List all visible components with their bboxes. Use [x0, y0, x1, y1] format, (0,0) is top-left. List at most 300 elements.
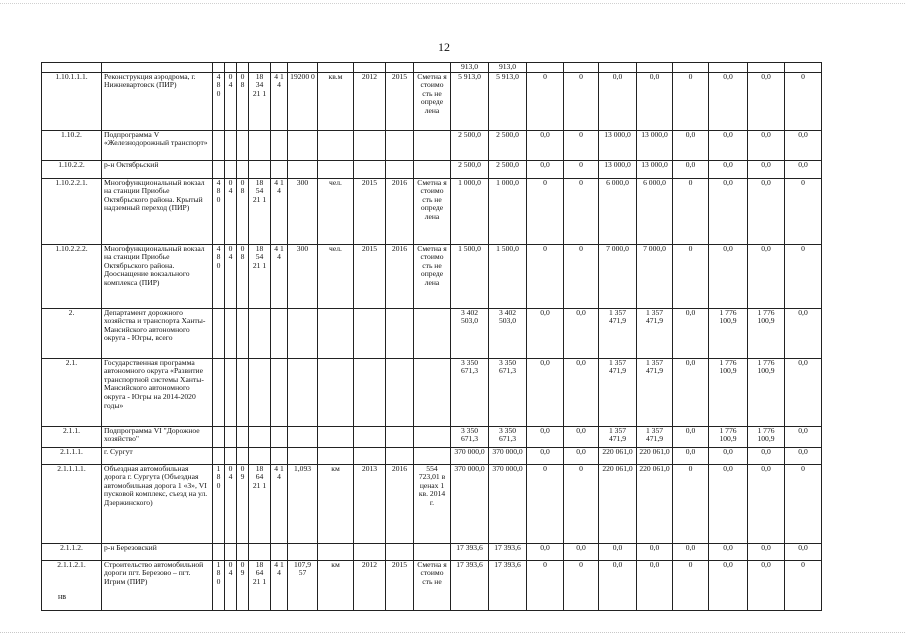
table-cell	[225, 426, 237, 447]
table-cell: 0 4	[225, 464, 237, 543]
table-row	[42, 178, 822, 244]
table-cell: 18 34 21 1	[249, 72, 271, 130]
table-cell: 220 061,0	[637, 464, 673, 543]
table-cell	[414, 358, 451, 426]
table-cell: 0	[527, 244, 564, 308]
table-cell: 2015	[354, 244, 386, 308]
table-cell: 13 000,0	[599, 160, 637, 178]
table-row	[42, 358, 822, 426]
table-cell: 4 1 4	[271, 464, 288, 543]
table-cell: 913,0	[489, 63, 527, 73]
table-cell: 1 357 471,9	[599, 426, 637, 447]
table-cell: 2 500,0	[451, 160, 489, 178]
table-cell: 0,0	[748, 560, 785, 610]
table-cell: 0,0	[564, 543, 599, 560]
table-cell: 1 357 471,9	[599, 308, 637, 358]
footer-note: нв	[58, 592, 67, 601]
table-cell	[271, 543, 288, 560]
row-number-cell: 1.10.2.2.2.	[42, 244, 102, 308]
table-cell: Сметна я стоимо сть не опреде лена	[414, 178, 451, 244]
table-cell	[414, 447, 451, 464]
table-cell: 0	[564, 72, 599, 130]
table-cell: 17 393,6	[451, 543, 489, 560]
table-cell	[637, 63, 673, 73]
table-cell: 3 350 671,3	[451, 358, 489, 426]
row-number-cell: 1.10.2.2.	[42, 160, 102, 178]
table-cell: 3 402 503,0	[489, 308, 527, 358]
object-name-cell: Многофункциональный вокзал на станции Приобье Октябрьского района. Крытый надземный переход (ПИР)	[102, 178, 213, 244]
table-cell: 0	[564, 244, 599, 308]
table-cell: 3 350 671,3	[451, 426, 489, 447]
table-cell	[414, 160, 451, 178]
row-number-cell: 1.10.2.	[42, 130, 102, 160]
table-cell	[318, 543, 354, 560]
object-name-cell: Реконструкция аэродрома, г. Нижневартовск (ПИР)	[102, 72, 213, 130]
table-cell: 0,0	[785, 160, 822, 178]
table-row	[42, 72, 822, 130]
table-cell	[709, 63, 748, 73]
table-cell	[213, 63, 225, 73]
table-cell: 3 350 671,3	[489, 426, 527, 447]
table-cell: 0,0	[673, 308, 709, 358]
table-cell: 2016	[386, 244, 414, 308]
table-cell: 0,0	[748, 72, 785, 130]
table-cell: 0 4	[225, 178, 237, 244]
table-cell: 0,0	[748, 160, 785, 178]
table-cell	[386, 308, 414, 358]
table-cell: 0,0	[564, 358, 599, 426]
table-row	[42, 160, 822, 178]
table-cell: 1 8 0	[213, 560, 225, 610]
table-cell	[288, 130, 318, 160]
table-cell: 0,0	[637, 72, 673, 130]
table-cell	[318, 447, 354, 464]
table-cell	[288, 447, 318, 464]
table-cell	[213, 130, 225, 160]
table-cell: 5 913,0	[489, 72, 527, 130]
table-cell: 0 9	[237, 464, 249, 543]
table-cell: чел.	[318, 244, 354, 308]
table-cell: 1 776 100,9	[748, 358, 785, 426]
object-name-cell: Подпрограмма V «Железнодорожный транспорт»	[102, 130, 213, 160]
row-number-cell: 1.10.1.1.1.	[42, 72, 102, 130]
table-cell	[237, 358, 249, 426]
table-cell	[386, 447, 414, 464]
table-cell: 107,9 57	[288, 560, 318, 610]
table-cell: 13 000,0	[599, 130, 637, 160]
table-cell: 0,0	[748, 130, 785, 160]
row-number-cell: 2.1.1.	[42, 426, 102, 447]
table-row	[42, 130, 822, 160]
table-cell: 7 000,0	[637, 244, 673, 308]
table-cell: 4 8 0	[213, 72, 225, 130]
table-cell: кв.м	[318, 72, 354, 130]
table-cell	[225, 130, 237, 160]
table-cell	[271, 447, 288, 464]
table-cell	[288, 543, 318, 560]
table-cell: 0,0	[709, 464, 748, 543]
table-cell: 3 402 503,0	[451, 308, 489, 358]
table-cell: 0,0	[673, 130, 709, 160]
table-cell: км	[318, 560, 354, 610]
table-cell: 2013	[354, 464, 386, 543]
table-cell: 1 776 100,9	[709, 426, 748, 447]
table-cell	[414, 543, 451, 560]
table-cell: 2012	[354, 72, 386, 130]
table-cell: 0	[785, 72, 822, 130]
table-cell	[213, 358, 225, 426]
table-cell: 0 8	[237, 178, 249, 244]
table-row	[42, 308, 822, 358]
table-cell: 0	[785, 464, 822, 543]
table-cell: 300	[288, 244, 318, 308]
table-cell: 0,0	[673, 447, 709, 464]
table-cell: 0	[673, 72, 709, 130]
table-cell	[213, 447, 225, 464]
table-cell	[527, 63, 564, 73]
table-cell: 1 357 471,9	[599, 358, 637, 426]
table-cell	[288, 63, 318, 73]
table-cell: 0	[527, 560, 564, 610]
object-name-cell: Подпрограмма VI "Дорожное хозяйство"	[102, 426, 213, 447]
table-cell	[354, 426, 386, 447]
table-cell	[386, 130, 414, 160]
table-cell: 1,093	[288, 464, 318, 543]
table-cell: 2016	[386, 178, 414, 244]
table-cell	[249, 543, 271, 560]
table-cell: 0,0	[527, 358, 564, 426]
table-cell	[318, 308, 354, 358]
table-cell: 0,0	[709, 130, 748, 160]
table-cell: 0,0	[785, 308, 822, 358]
table-cell: 1 000,0	[489, 178, 527, 244]
table-cell: 370 000,0	[489, 464, 527, 543]
table-cell: 0,0	[673, 160, 709, 178]
table-cell: 18 64 21 1	[249, 560, 271, 610]
table-cell: 0	[564, 178, 599, 244]
table-cell	[318, 358, 354, 426]
table-cell	[249, 426, 271, 447]
table-cell: 13 000,0	[637, 160, 673, 178]
table-cell: 0,0	[748, 543, 785, 560]
table-cell	[249, 160, 271, 178]
table-cell: 17 393,6	[489, 543, 527, 560]
object-name-cell: Строительство автомобильной дороги пгт. Березово – пгт. Игрим (ПИР)	[102, 560, 213, 610]
table-cell: 0,0	[748, 178, 785, 244]
table-cell: 0 8	[237, 72, 249, 130]
table-cell: 2015	[354, 178, 386, 244]
table-cell: 0	[527, 464, 564, 543]
table-cell: 0,0	[527, 308, 564, 358]
object-name-cell: Объездная автомобильная дорога г. Сургута (Объездная автомобильная дорога 1 «З», VI пусковой комплекс, съезд на ул. Дзержинского)	[102, 464, 213, 543]
table-cell: 0,0	[637, 560, 673, 610]
table-cell	[785, 63, 822, 73]
table-cell	[414, 426, 451, 447]
table-cell	[386, 426, 414, 447]
table-cell: 18 54 21 1	[249, 244, 271, 308]
table-cell: 0	[673, 560, 709, 610]
table-cell: 0,0	[785, 130, 822, 160]
table-cell: 220 061,0	[599, 447, 637, 464]
table-cell: 1 500,0	[451, 244, 489, 308]
table-cell	[271, 308, 288, 358]
table-cell: 0,0	[564, 426, 599, 447]
table-cell: Сметна я стоимо сть не опреде лена	[414, 244, 451, 308]
table-cell	[386, 160, 414, 178]
table-cell: 0 4	[225, 560, 237, 610]
object-name-cell: р-н Октябрьский	[102, 160, 213, 178]
table-cell: 0,0	[527, 543, 564, 560]
table-cell	[414, 130, 451, 160]
table-cell: 1 8 0	[213, 464, 225, 543]
table-cell: 0,0	[599, 543, 637, 560]
scan-edge-bottom	[0, 632, 905, 633]
table-cell	[288, 308, 318, 358]
table-cell	[237, 447, 249, 464]
table-cell: 220 061,0	[599, 464, 637, 543]
table-cell	[748, 63, 785, 73]
table-row	[42, 560, 822, 610]
table-cell: 1 357 471,9	[637, 426, 673, 447]
table-cell	[386, 63, 414, 73]
table-cell: 0,0	[748, 464, 785, 543]
table-cell: 0,0	[599, 72, 637, 130]
table-cell: 0 4	[225, 244, 237, 308]
table-cell: 0,0	[709, 72, 748, 130]
table-cell: 0,0	[637, 543, 673, 560]
table-cell: 6 000,0	[637, 178, 673, 244]
table-cell: 6 000,0	[599, 178, 637, 244]
table-cell: 0,0	[709, 560, 748, 610]
table-cell: 913,0	[451, 63, 489, 73]
table-cell: 2015	[386, 72, 414, 130]
table-cell: 2 500,0	[451, 130, 489, 160]
table-cell: 0,0	[785, 447, 822, 464]
table-cell: 0	[527, 178, 564, 244]
table-cell: 0,0	[673, 426, 709, 447]
table-row	[42, 63, 822, 73]
table-cell	[318, 426, 354, 447]
table-cell: 2015	[386, 560, 414, 610]
table-row	[42, 447, 822, 464]
table-cell	[354, 543, 386, 560]
table-cell: 0	[564, 560, 599, 610]
table-cell: 0,0	[709, 447, 748, 464]
table-cell	[237, 308, 249, 358]
row-number-cell: 2.	[42, 308, 102, 358]
table-cell: 1 357 471,9	[637, 358, 673, 426]
table-cell: 4 1 4	[271, 178, 288, 244]
table-cell: 0,0	[564, 447, 599, 464]
table-cell	[213, 426, 225, 447]
table-cell: 0	[785, 178, 822, 244]
table-cell: 4 1 4	[271, 72, 288, 130]
table-cell: 370 000,0	[489, 447, 527, 464]
table-cell	[237, 130, 249, 160]
table-cell	[673, 63, 709, 73]
table-cell	[225, 358, 237, 426]
table-cell: 18 54 21 1	[249, 178, 271, 244]
table-cell: 1 000,0	[451, 178, 489, 244]
table-cell: 1 776 100,9	[709, 308, 748, 358]
table-cell	[288, 426, 318, 447]
table-cell: 4 8 0	[213, 244, 225, 308]
table-cell	[225, 308, 237, 358]
budget-table	[41, 62, 822, 611]
object-name-cell: Многофункциональный вокзал на станции Приобье Октябрьского района. Дооснащение вокзального комплекса (ПИР)	[102, 244, 213, 308]
table-cell: 17 393,6	[489, 560, 527, 610]
table-cell	[237, 426, 249, 447]
table-cell: 0	[673, 244, 709, 308]
table-cell: 0,0	[748, 244, 785, 308]
table-cell	[288, 358, 318, 426]
object-name-cell: Департамент дорожного хозяйства и транспорта Ханты-Мансийского автономного округа - Югры, всего	[102, 308, 213, 358]
table-cell	[249, 447, 271, 464]
table-cell: 0,0	[673, 358, 709, 426]
table-cell	[213, 308, 225, 358]
table-cell: 0,0	[564, 308, 599, 358]
table-cell: 0	[527, 72, 564, 130]
table-cell: 18 64 21 1	[249, 464, 271, 543]
table-cell: 220 061,0	[637, 447, 673, 464]
row-number-cell: 2.1.1.1.1.	[42, 464, 102, 543]
table-cell: 0	[673, 178, 709, 244]
table-cell: 0,0	[709, 178, 748, 244]
object-name-cell: Государственная программа автономного округа «Развитие транспортной системы Ханты-Мансийского автономного округа - Югры на 2014-2020 годы»	[102, 358, 213, 426]
table-cell	[271, 160, 288, 178]
table-cell	[414, 63, 451, 73]
table-cell: 0,0	[527, 426, 564, 447]
table-cell: 0 8	[237, 244, 249, 308]
table-cell	[354, 63, 386, 73]
table-cell: Сметна я стоимо сть не опреде лена	[414, 72, 451, 130]
table-cell: 0	[785, 244, 822, 308]
table-cell	[225, 160, 237, 178]
table-cell: 370 000,0	[451, 447, 489, 464]
table-cell	[318, 63, 354, 73]
table-cell: 1 776 100,9	[748, 308, 785, 358]
table-cell: 2 500,0	[489, 130, 527, 160]
row-number-cell: 1.10.2.2.1.	[42, 178, 102, 244]
table-cell	[288, 160, 318, 178]
table-cell: 0 4	[225, 72, 237, 130]
table-cell: 2012	[354, 560, 386, 610]
table-cell	[271, 358, 288, 426]
table-cell: 0	[564, 130, 599, 160]
scan-edge-top	[0, 3, 905, 4]
table-cell: 370 000,0	[451, 464, 489, 543]
table-cell: 0	[785, 560, 822, 610]
table-cell: 4 1 4	[271, 560, 288, 610]
table-cell: 0,0	[527, 130, 564, 160]
table-cell	[354, 447, 386, 464]
table-cell: км	[318, 464, 354, 543]
table-cell	[354, 130, 386, 160]
table-cell: 0	[564, 464, 599, 543]
table-cell	[237, 543, 249, 560]
table-cell: 0,0	[527, 160, 564, 178]
table-cell	[599, 63, 637, 73]
table-cell	[386, 543, 414, 560]
table-cell	[249, 358, 271, 426]
table-cell	[354, 160, 386, 178]
table-cell: 1 357 471,9	[637, 308, 673, 358]
table-cell	[354, 358, 386, 426]
table-cell: 4 8 0	[213, 178, 225, 244]
table-cell: 0 9	[237, 560, 249, 610]
table-cell: 0	[564, 160, 599, 178]
row-number-cell: 2.1.1.1.	[42, 447, 102, 464]
table-cell: 1 776 100,9	[748, 426, 785, 447]
table-cell	[249, 130, 271, 160]
table-cell: 0,0	[599, 560, 637, 610]
table-cell: 0,0	[709, 543, 748, 560]
row-number-cell: 2.1.	[42, 358, 102, 426]
table-cell: 0,0	[527, 447, 564, 464]
table-cell: 0	[673, 464, 709, 543]
table-cell	[237, 160, 249, 178]
table-cell	[225, 63, 237, 73]
table-cell: 300	[288, 178, 318, 244]
table-cell	[271, 426, 288, 447]
table-cell	[354, 308, 386, 358]
row-number-cell: 2.1.1.2.1.	[42, 560, 102, 610]
table-cell	[271, 130, 288, 160]
object-name-cell: г. Сургут	[102, 447, 213, 464]
table-cell	[225, 543, 237, 560]
page-number: 12	[438, 40, 450, 54]
table-cell: 0,0	[748, 447, 785, 464]
table-cell: 0,0	[709, 244, 748, 308]
table-cell	[213, 543, 225, 560]
table-row	[42, 426, 822, 447]
table-cell: 5 913,0	[451, 72, 489, 130]
row-number-cell: 2.1.1.2.	[42, 543, 102, 560]
table-cell: 0,0	[709, 160, 748, 178]
table-cell	[386, 358, 414, 426]
table-cell: 19200 0	[288, 72, 318, 130]
table-cell: 0,0	[785, 358, 822, 426]
table-cell: 4 1 4	[271, 244, 288, 308]
table-cell	[414, 308, 451, 358]
table-cell: 0,0	[785, 426, 822, 447]
table-cell: 0,0	[785, 543, 822, 560]
table-cell: 0,0	[673, 543, 709, 560]
table-cell	[213, 160, 225, 178]
table-cell: 1 776 100,9	[709, 358, 748, 426]
table-cell: Сметна я стоимо сть не	[414, 560, 451, 610]
object-name-cell: р-н Березовский	[102, 543, 213, 560]
table-cell	[249, 63, 271, 73]
table-row	[42, 464, 822, 543]
table-cell: 554 723,01 в ценах 1 кв. 2014 г.	[414, 464, 451, 543]
table-cell	[237, 63, 249, 73]
table-cell: 7 000,0	[599, 244, 637, 308]
table-cell: 1 500,0	[489, 244, 527, 308]
table-cell	[318, 160, 354, 178]
table-cell: 3 350 671,3	[489, 358, 527, 426]
row-number-cell	[42, 63, 102, 73]
table-cell	[249, 308, 271, 358]
table-cell: 17 393,6	[451, 560, 489, 610]
table-cell: 2 500,0	[489, 160, 527, 178]
object-name-cell	[102, 63, 213, 73]
table-row	[42, 543, 822, 560]
table-cell: чел.	[318, 178, 354, 244]
table-cell	[271, 63, 288, 73]
table-cell	[318, 130, 354, 160]
table-cell: 2016	[386, 464, 414, 543]
